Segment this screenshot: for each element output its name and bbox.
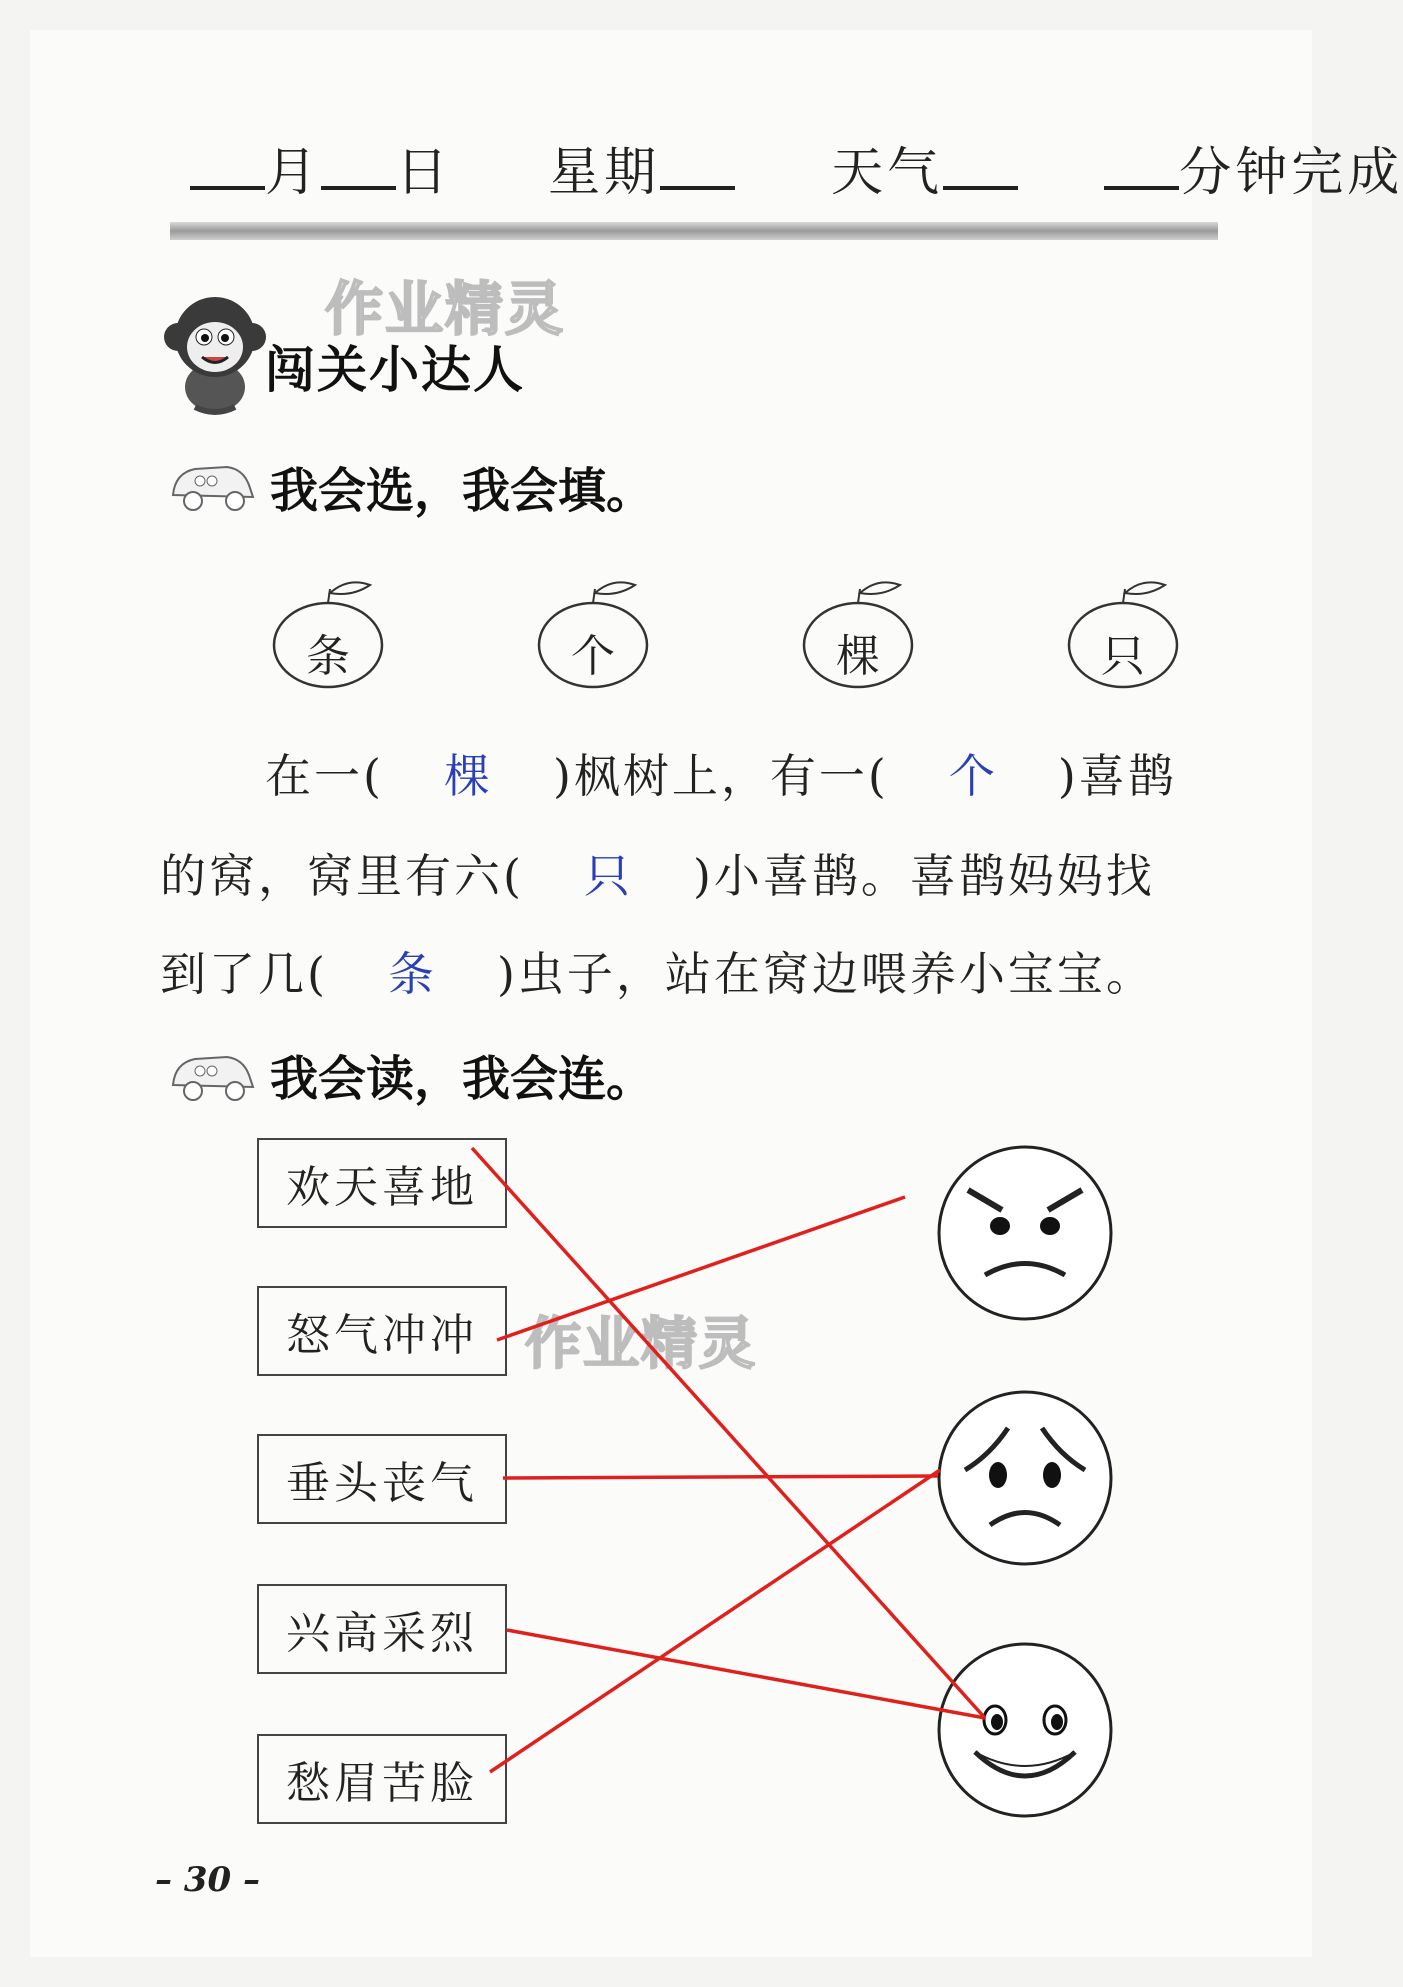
answer-blank-3[interactable]: 只: [583, 849, 633, 903]
word-box-2[interactable]: 怒气冲冲: [257, 1286, 507, 1376]
section2-heading: 我会读，我会连。: [270, 1051, 655, 1107]
sentence-line-2: 的窝，窝里有六( 只 )小喜鹊。喜鹊妈妈找: [160, 849, 1155, 903]
match-line-2: [497, 1197, 905, 1340]
sentence-line-1: 在一( 棵 )枫树上，有一( 个 )喜鹊: [265, 749, 1177, 803]
option-label-2: 个: [571, 631, 615, 682]
word-box-4[interactable]: 兴高采烈: [257, 1584, 507, 1674]
option-label-3: 棵: [836, 631, 880, 682]
option-label-1: 条: [306, 631, 350, 682]
answer-blank-1[interactable]: 棵: [443, 749, 493, 803]
option-label-4: 只: [1101, 631, 1145, 682]
answer-blank-4[interactable]: 条: [387, 947, 437, 1001]
sad-face-icon[interactable]: [939, 1392, 1111, 1564]
match-line-5: [490, 1470, 940, 1772]
happy-face-icon[interactable]: [939, 1644, 1111, 1816]
minutes-label: 分钟完成: [1179, 143, 1403, 203]
page-number: – 30 –: [155, 1860, 260, 1900]
weather-label: 天气: [831, 143, 944, 203]
word-box-1[interactable]: 欢天喜地: [257, 1138, 507, 1228]
answer-blank-2[interactable]: 个: [948, 749, 998, 803]
day-label: 日: [396, 143, 453, 203]
banner-title: 闯关小达人: [265, 341, 525, 399]
section1-heading: 我会选，我会填。: [270, 463, 655, 519]
weekday-label: 星期: [548, 143, 661, 203]
sentence-line-3: 到了几( 条 )虫子，站在窝边喂养小宝宝。: [160, 947, 1155, 1001]
month-label: 月: [265, 143, 322, 203]
word-box-3[interactable]: 垂头丧气: [257, 1434, 507, 1524]
match-line-1: [472, 1148, 985, 1718]
watermark-top: 作业精灵: [325, 275, 566, 343]
angry-face-icon[interactable]: [939, 1147, 1111, 1319]
word-box-5[interactable]: 愁眉苦脸: [257, 1734, 507, 1824]
match-line-3: [503, 1476, 938, 1478]
match-line-4: [507, 1630, 985, 1718]
watermark-middle: 作业精灵: [525, 1312, 757, 1377]
